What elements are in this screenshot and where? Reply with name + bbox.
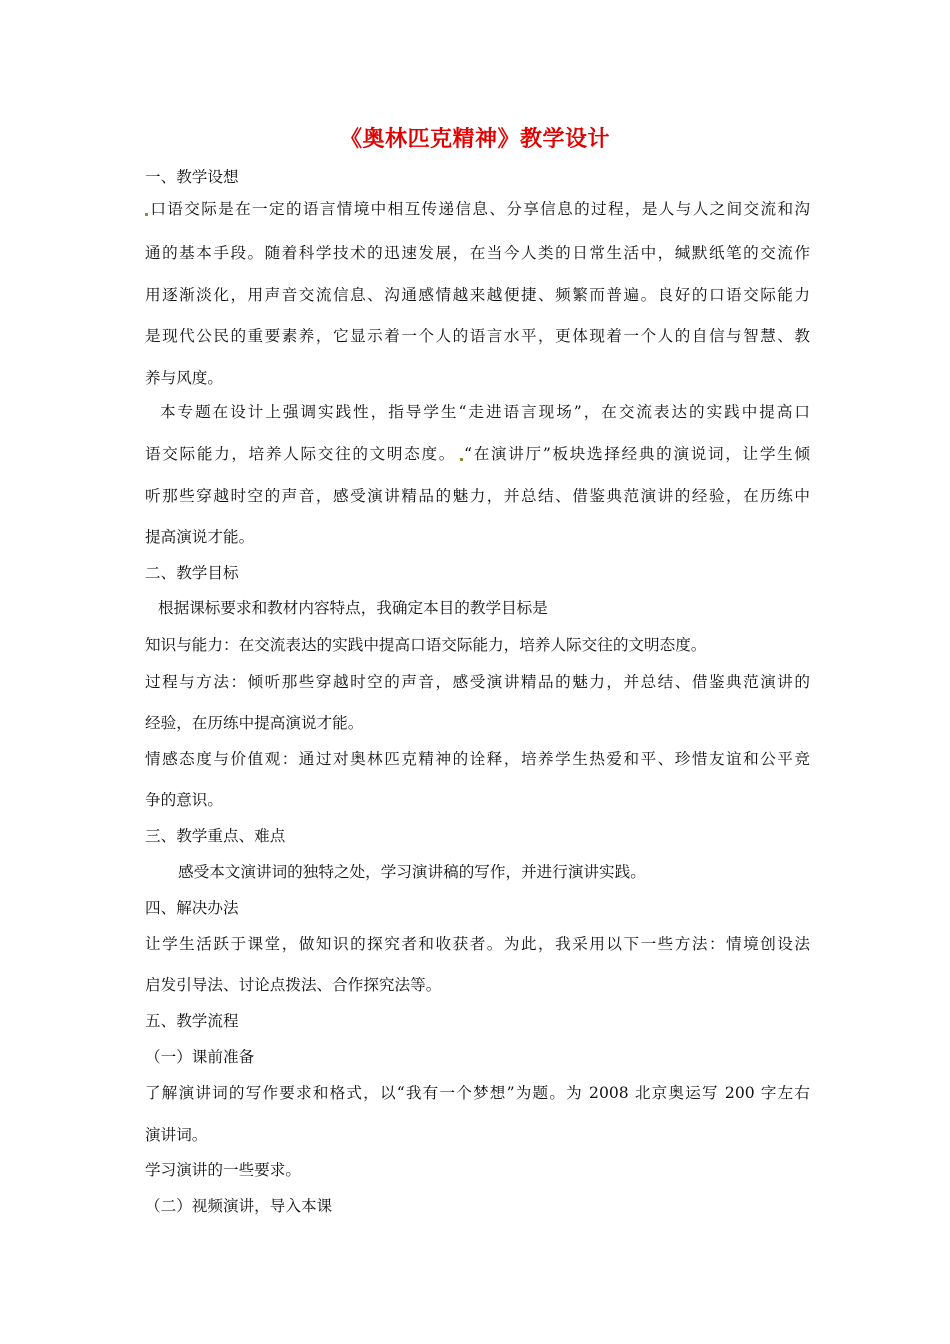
paragraph-line: 让学生活跃于课堂，做知识的探究者和收获者。为此，我采用以下一些方法：情境创设法	[145, 935, 810, 953]
paragraph-line: 提高演说才能。	[145, 528, 255, 546]
section-heading-solutions: 四、解决办法	[145, 899, 239, 917]
paragraph-line: 根据课标要求和教材内容特点，我确定本目的教学目标是	[158, 599, 548, 617]
paragraph-line	[145, 444, 810, 464]
paragraph-line: 听那些穿越时空的声音，感受演讲精品的魅力，并总结、借鉴典范演讲的经验，在历练中	[145, 487, 810, 505]
bullet-marker-icon	[145, 213, 148, 216]
section-heading-teaching-process: 五、教学流程	[145, 1012, 239, 1030]
paragraph-line: 学习演讲的一些要求。	[145, 1161, 301, 1179]
paragraph-line: 通的基本手段。随着科学技术的迅速发展，在当今人类的日常生活中，缄默纸笔的交流作	[145, 244, 810, 262]
paragraph-line: 知识与能力：在交流表达的实践中提高口语交际能力，培养人际交往的文明态度。	[145, 636, 707, 654]
paragraph-line: 养与风度。	[145, 369, 223, 387]
section-heading-teaching-idea: 一、教学设想	[145, 168, 239, 186]
paragraph-line: 感受本文演讲词的独特之处，学习演讲稿的写作，并进行演讲实践。	[178, 863, 646, 881]
paragraph-line: 争的意识。	[145, 791, 223, 809]
section-heading-key-points: 三、教学重点、难点	[145, 827, 286, 845]
subsection-heading-video-intro: （二）视频演讲，导入本课	[145, 1197, 333, 1215]
paragraph-text: 口语交际是在一定的语言情境中相互传递信息、分享信息的过程，是人与人之间交流和沟	[149, 200, 810, 218]
paragraph-line: 启发引导法、讨论点拨法、合作探究法等。	[145, 976, 442, 994]
paragraph-text: 语交际能力，培养人际交往的文明态度。	[145, 445, 457, 463]
section-heading-teaching-goals: 二、教学目标	[145, 564, 239, 582]
paragraph-line: 用逐渐淡化，用声音交流信息、沟通感情越来越便捷、频繁而普遍。良好的口语交际能力	[145, 286, 810, 304]
paragraph-line: 过程与方法：倾听那些穿越时空的声音，感受演讲精品的魅力，并总结、借鉴典范演讲的	[145, 673, 810, 691]
paragraph-line: 是现代公民的重要素养，它显示着一个人的语言水平，更体现着一个人的自信与智慧、教	[145, 327, 810, 345]
paragraph-line: 演讲词。	[145, 1126, 208, 1144]
paragraph-line: 了解演讲词的写作要求和格式，以“我有一个梦想”为题。为 2008 北京奥运写 200 字左右	[145, 1084, 810, 1102]
subsection-heading-preparation: （一）课前准备	[145, 1048, 255, 1066]
paragraph-text: “在演讲厅”板块选择经典的演说词，让学生倾	[464, 445, 810, 463]
bullet-marker-icon	[460, 458, 463, 461]
paragraph-line	[145, 199, 810, 219]
paragraph-line: 情感态度与价值观：通过对奥林匹克精神的诠释，培养学生热爱和平、珍惜友谊和公平竞	[145, 750, 810, 768]
paragraph-line: 本专题在设计上强调实践性，指导学生“走进语言现场”，在交流表达的实践中提高口	[160, 403, 810, 421]
paragraph-line: 经验，在历练中提高演说才能。	[145, 714, 364, 732]
document-title: 《奥林匹克精神》教学设计	[339, 126, 610, 152]
